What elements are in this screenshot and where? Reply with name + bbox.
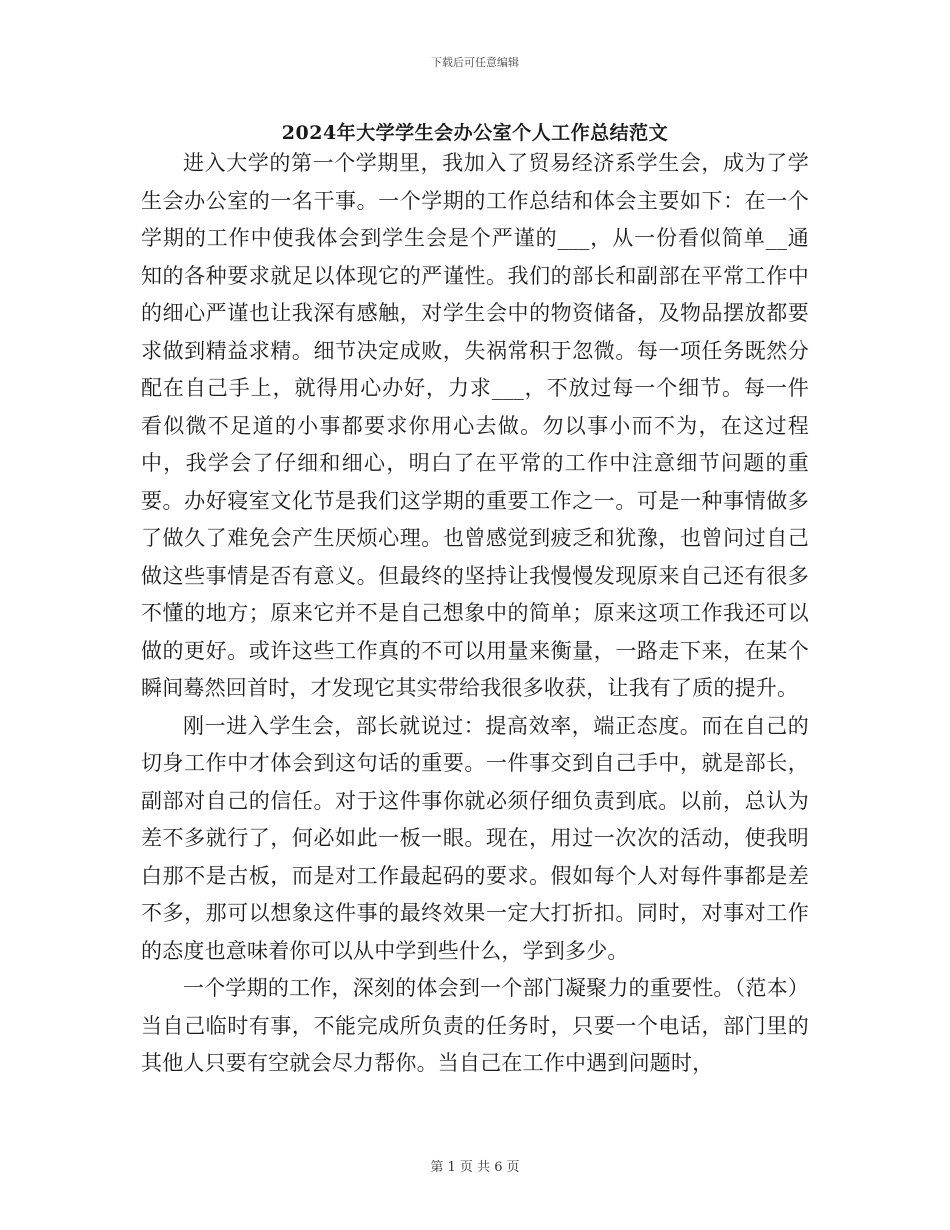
- paragraph: 刚一进入学生会，部长就说过：提高效率，端正态度。而在自己的切身工作中才体会到这句话的重要。一件事交到自己手中，就是部长，副部对自己的信任。对于这件事你就必须仔细负责到底。以前，总认为差不多就行了，何必如此一板一眼。现在，用过一次次的活动，使我明白那不是古板，而是对工作最起码的要求。假如每个人对每件事都是差不多，那可以想象这件事的最终效果一定大打折扣。同时，对事对工作的态度也意味着你可以从中学到些什么，学到多少。: [141, 713, 809, 963]
- document-title: 2024年大学学生会办公室个人工作总结范文: [281, 122, 669, 144]
- document-body: [141, 145, 809, 1083]
- page-number: 第 1 页 共 6 页: [430, 1160, 520, 1175]
- page-header: 下载后可任意编辑: [431, 56, 519, 69]
- paragraph: 进入大学的第一个学期里，我加入了贸易经济系学生会，成为了学生会办公室的一名干事。一个学期的工作总结和体会主要如下：在一个学期的工作中使我体会到学生会是个严谨的___，从一份看似简单__通知的各种要求就足以体现它的严谨性。我们的部长和副部在平常工作中的细心严谨也让我深有感触，对学生会中的物资储备，及物品摆放都要求做到精益求精。细节决定成败，失祸常积于忽微。每一项任务既然分配在自己手上，就得用心办好，力求___，不放过每一个细节。每一件看似微不足道的小事都要求你用心去做。勿以事小而不为，在这过程中，我学会了仔细和细心，明白了在平常的工作中注意细节问题的重要。办好寝室文化节是我们这学期的重要工作之一。可是一种事情做多了做久了难免会产生厌烦心理。也曾感觉到疲乏和犹豫，也曾问过自己做这些事情是否有意义。但最终的坚持让我慢慢发现原来自己还有很多不懂的地方；原来它并不是自己想象中的简单；原来这项工作我还可以做的更好。或许这些工作真的不可以用量来衡量，一路走下来，在某个瞬间蓦然回首时，才发现它其实带给我很多收获，让我有了质的提升。: [141, 151, 809, 700]
- paragraph: 一个学期的工作，深刻的体会到一个部门凝聚力的重要性。（范本）当自己临时有事，不能完成所负责的任务时，只要一个电话，部门里的其他人只要有空就会尽力帮你。当自己在工作中遇到问题时，: [141, 976, 809, 1075]
